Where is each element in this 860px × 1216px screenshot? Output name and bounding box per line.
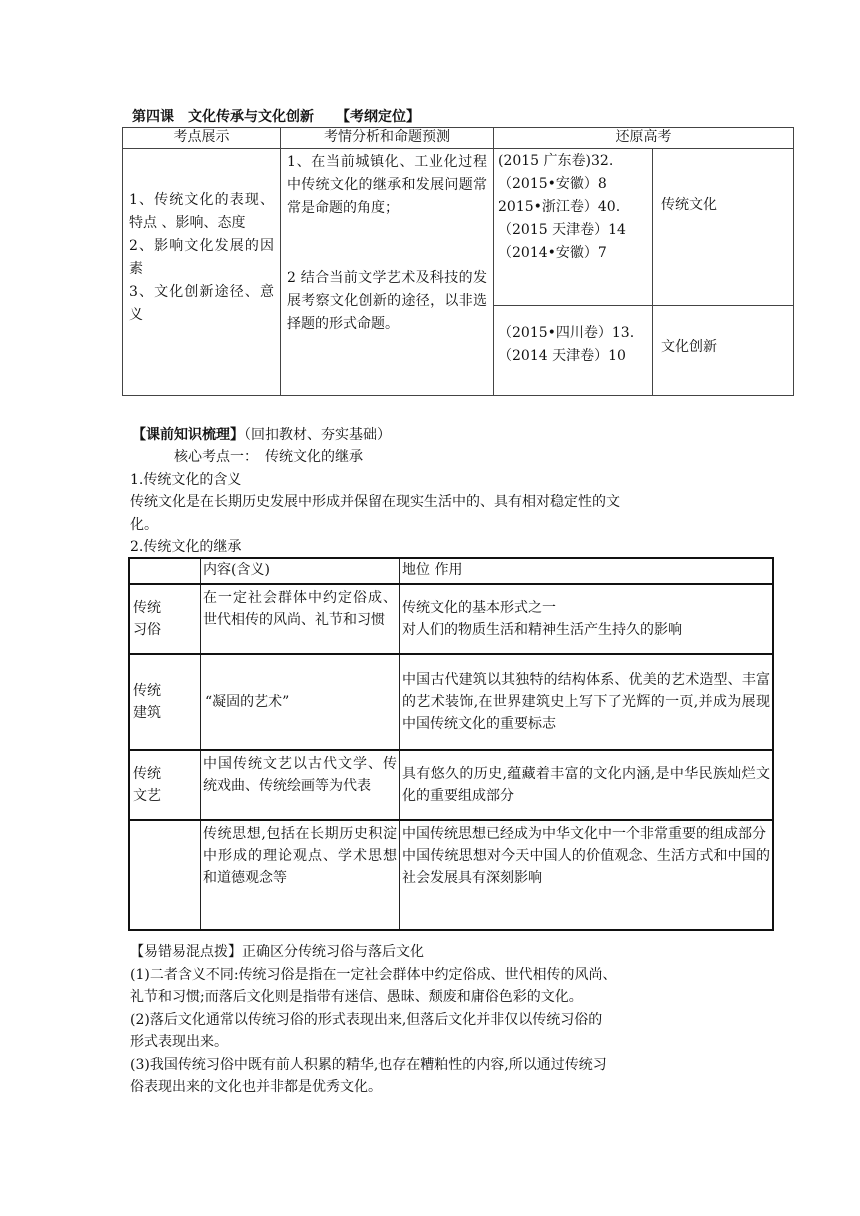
row-role-architecture: 中国古代建筑以其独特的结构体系、优美的艺术造型、丰富的艺术装饰,在世界建筑史上写下了光辉的一页,并成为展现中国传统文化的重要标志 (400, 654, 774, 750)
item1-text-line2: 化。 (130, 517, 158, 533)
row-role-thought: 中国传统思想已经成为中华文化中一个非常重要的组成部分 中国传统思想对今天中国人的价值观念、生活方式和中国的社会发展具有深刻影响 (400, 820, 774, 930)
tips-p1-line1: (1)二者含义不同:传统习俗是指在一定社会群体中约定俗成、世代相传的风尚、 (130, 967, 617, 983)
topics-cell (123, 149, 281, 396)
exams-cell-b (494, 306, 653, 396)
item2-title: 2.传统文化的继承 (130, 539, 242, 555)
topic-cell-a (653, 149, 794, 306)
tips-p1-line2: 礼节和习惯;而落后文化则是指带有迷信、愚昧、颓废和庸俗色彩的文化。 (130, 989, 583, 1005)
row-name-custom: 传统习俗 (129, 584, 201, 654)
header-exams: 还原高考 (494, 128, 794, 149)
exams-cell-a (494, 149, 653, 306)
topic-cell-b (653, 306, 794, 396)
tradition-table (128, 557, 774, 931)
tips-p2-line1: (2)落后文化通常以传统习俗的形式表现出来,但落后文化并非仅以传统习俗的 (130, 1012, 603, 1028)
t2-header-role: 地位 作用 (400, 558, 774, 584)
section-heading-note: （回扣教材、夯实基础） (244, 427, 391, 443)
analysis-cell (281, 149, 494, 396)
row-name-arts: 传统文艺 (129, 750, 201, 820)
row-content-custom: 在一定社会群体中约定俗成、世代相传的风尚、礼节和习惯 (201, 584, 400, 654)
row-content-architecture: “凝固的艺术” (201, 654, 400, 750)
row-role-arts: 具有悠久的历史,蕴藏着丰富的文化内涵,是中华民族灿烂文化的重要组成部分 (400, 750, 774, 820)
header-topics: 考点展示 (123, 128, 281, 149)
lesson-name: 第四课 文化传承与文化创新 (132, 109, 314, 125)
tips-p3-line1: (3)我国传统习俗中既有前人积累的精华,也存在糟粕性的内容,所以通过传统习 (130, 1057, 607, 1073)
analysis-1: 1、在当前城镇化、工业化过程中传统文化的继承和发展问题常常是命题的角度； (287, 154, 487, 216)
topic-traditional: 传统文化 (661, 197, 717, 213)
analysis-2: 2 结合当前文学艺术及科技的发展考察文化创新的途径，以非选择题的形式命题。 (287, 270, 487, 332)
topic-2: 2、影响文化发展的因素 (129, 238, 274, 277)
tips-p2-line2: 形式表现出来。 (130, 1034, 228, 1050)
section-heading (132, 424, 391, 444)
exam-item: （2015•四川卷）13. (498, 324, 635, 341)
topic-3: 3、文化创新途径、意义 (129, 284, 274, 323)
item1-title: 1.传统文化的含义 (130, 472, 242, 488)
tips-p3-line2: 俗表现出来的文化也并非都是优秀文化。 (130, 1079, 382, 1095)
exam-item: (2015 广东卷)32. (498, 153, 614, 169)
row-name-thought (129, 820, 201, 930)
t2-header-content: 内容(含义) (201, 558, 400, 584)
exam-item: （2015 天津卷）14 (498, 222, 626, 238)
topic-innovation: 文化创新 (661, 339, 717, 356)
row-content-arts: 中国传统文艺以古代文学、传统戏曲、传统绘画等为代表 (201, 750, 400, 820)
exam-item: （2014 天津卷）10 (498, 347, 626, 364)
exam-item: 2015•浙江卷）40. (498, 199, 621, 215)
tips-heading: 【易错易混点拨】正确区分传统习俗与落后文化 (130, 944, 424, 960)
exam-item: （2015•安徽）8 (498, 176, 607, 192)
t2-header-empty (129, 558, 201, 584)
outline-label: 【考纲定位】 (336, 109, 420, 125)
item1-text-line1: 传统文化是在长期历史发展中形成并保留在现实生活中的、具有相对稳定性的文 (130, 494, 620, 510)
topic-1: 1、传统文化的表现、特点 、影响、态度 (129, 192, 274, 231)
exam-item: （2014•安徽）7 (498, 245, 607, 261)
header-analysis: 考情分析和命题预测 (281, 128, 494, 149)
exam-outline-table (122, 127, 794, 396)
row-name-architecture: 传统建筑 (129, 654, 201, 750)
core-point: 核心考点一： 传统文化的继承 (174, 449, 363, 465)
row-content-thought: 传统思想,包括在长期历史积淀中形成的理论观点、学术思想和道德观念等 (201, 820, 400, 930)
row-role-custom: 传统文化的基本形式之一 对人们的物质生活和精神生活产生持久的影响 (400, 584, 774, 654)
section-heading-label: 【课前知识梳理】 (132, 427, 244, 443)
lesson-title (132, 106, 420, 126)
